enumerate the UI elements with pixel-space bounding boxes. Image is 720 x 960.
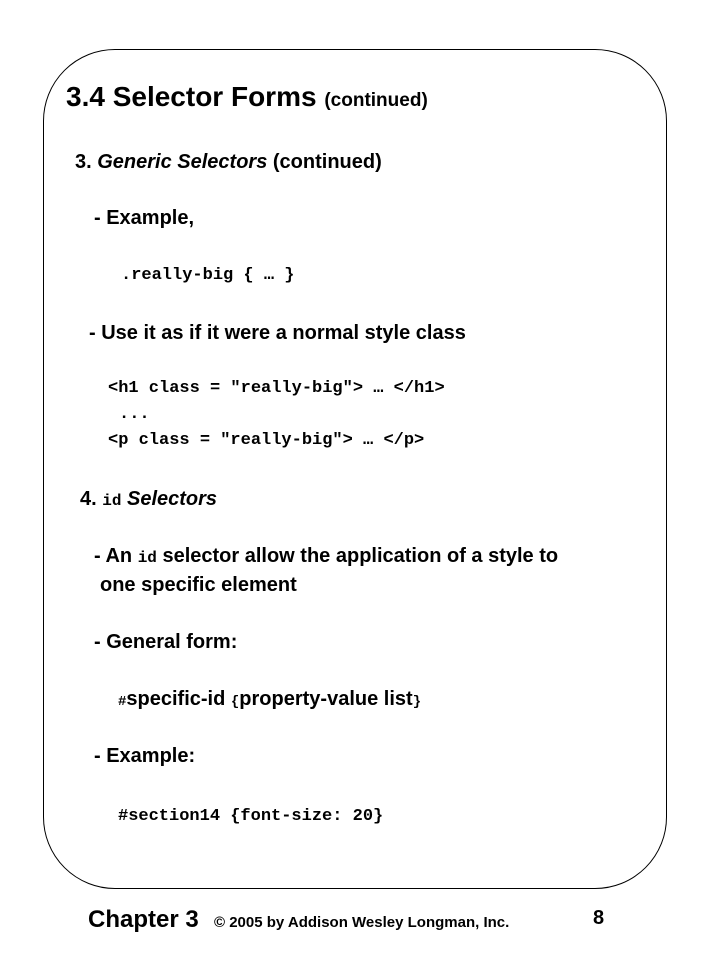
id-desc-prefix: - An <box>94 545 138 567</box>
usage-code-line: ... <box>119 405 150 424</box>
usage-text: - Use it as if it were a normal style class <box>89 322 466 344</box>
example-2-label: - Example: <box>94 745 196 767</box>
section-4-keyword: id <box>102 492 122 510</box>
id-description-line-2: one specific element <box>100 574 297 596</box>
id-desc-rest: selector allow the application of a style to <box>156 545 559 567</box>
usage-code-line: <p class = "really-big"> … </p> <box>108 431 425 450</box>
title-suffix: (continued) <box>324 90 428 111</box>
section-4-heading <box>80 488 217 511</box>
section-3-name: Generic Selectors <box>97 151 268 173</box>
section-3-number: 3. <box>75 151 98 173</box>
page-number: 8 <box>593 907 605 929</box>
section-3-suffix: (continued) <box>267 151 382 173</box>
section-4-number: 4. <box>80 488 103 510</box>
id-desc-keyword: id <box>137 549 157 567</box>
section-4-name: Selectors <box>121 488 218 510</box>
example-label: - Example, <box>94 207 195 229</box>
usage-code-line: <h1 class = "really-big"> … </h1> <box>108 379 445 398</box>
general-form-code <box>118 688 421 711</box>
gf-list: property-value list <box>239 688 413 710</box>
general-form-label: - General form: <box>94 631 238 653</box>
slide-title <box>66 81 428 113</box>
example-2-code: #section14 {font-size: 20} <box>118 807 384 826</box>
footer-copyright: © 2005 by Addison Wesley Longman, Inc. <box>214 914 510 931</box>
id-description-line-1 <box>94 545 558 568</box>
gf-open-brace: { <box>230 694 240 710</box>
section-3-heading <box>75 151 382 174</box>
title-text: 3.4 Selector Forms <box>66 81 317 112</box>
gf-id: specific-id <box>126 688 231 710</box>
footer-chapter: Chapter 3 <box>88 906 199 933</box>
gf-close-brace: } <box>412 694 422 710</box>
gf-hash: # <box>118 694 127 710</box>
example-code: .really-big { … } <box>121 266 295 285</box>
